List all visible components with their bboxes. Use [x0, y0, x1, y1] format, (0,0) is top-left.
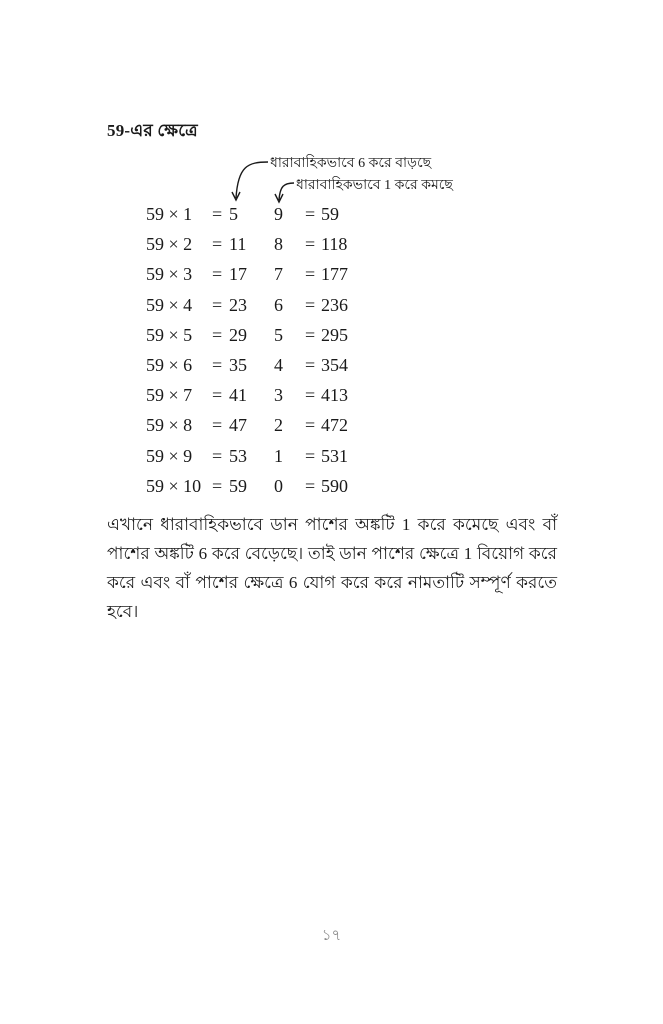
left-part: 5 [229, 204, 238, 224]
expression: 59 × 3 [146, 264, 193, 285]
left-part: 11 [229, 234, 247, 255]
page-number: ১৭ [321, 928, 342, 944]
annotation-right-digit: ধারাবাহিকভাবে 1 করে কমছে [296, 178, 453, 193]
section-heading: 59-এর ক্ষেত্রে [107, 121, 198, 140]
left-part: 41 [229, 385, 247, 406]
left-part: 23 [229, 294, 247, 315]
right-digit: 1 [274, 445, 283, 466]
equals-sign: = [212, 264, 223, 285]
result: 236 [321, 294, 348, 315]
expression: 59 × 2 [146, 234, 193, 255]
left-part: 29 [229, 324, 247, 345]
equals-sign: = [305, 294, 316, 315]
equals-sign: = [305, 204, 316, 224]
expression: 59 × 5 [146, 324, 193, 345]
right-digit: 0 [274, 475, 283, 496]
result: 413 [321, 385, 348, 406]
right-digit: 3 [274, 385, 283, 406]
curved-arrow-icon [275, 183, 294, 202]
result: 531 [321, 445, 348, 466]
expression: 59 × 1 [146, 204, 193, 224]
right-digit: 2 [274, 415, 283, 436]
right-digit: 4 [274, 354, 283, 375]
equals-sign: = [305, 234, 316, 255]
equals-sign: = [305, 445, 316, 466]
expression: 59 × 8 [146, 415, 193, 436]
equals-sign: = [212, 475, 223, 496]
left-part: 17 [229, 264, 247, 285]
left-part: 47 [229, 415, 247, 436]
left-part: 59 [229, 475, 247, 496]
expression: 59 × 6 [146, 354, 193, 375]
result: 295 [321, 324, 348, 345]
equals-sign: = [305, 385, 316, 406]
right-digit: 8 [274, 234, 283, 255]
equals-sign: = [305, 475, 316, 496]
expression: 59 × 4 [146, 294, 193, 315]
equals-sign: = [305, 264, 316, 285]
result: 590 [321, 475, 348, 496]
equals-sign: = [305, 354, 316, 375]
right-digit: 6 [274, 294, 283, 315]
equals-sign: = [212, 354, 223, 375]
right-digit: 7 [274, 264, 283, 285]
equals-sign: = [212, 445, 223, 466]
equals-sign: = [212, 234, 223, 255]
right-digit: 5 [274, 324, 283, 345]
result: 354 [321, 354, 348, 375]
left-part: 53 [229, 445, 247, 466]
expression: 59 × 9 [146, 445, 193, 466]
result: 472 [321, 415, 348, 436]
equals-sign: = [212, 324, 223, 345]
result: 118 [321, 234, 348, 255]
equals-sign: = [212, 294, 223, 315]
equals-sign: = [305, 324, 316, 345]
annotation-left-digit: ধারাবাহিকভাবে 6 করে বাড়ছে [270, 156, 432, 171]
equals-sign: = [305, 415, 316, 436]
curved-arrow-icon [232, 162, 268, 200]
equals-sign: = [212, 385, 223, 406]
expression: 59 × 10 [146, 475, 202, 496]
right-digit: 9 [274, 204, 283, 224]
result: 177 [321, 264, 348, 285]
equals-sign: = [212, 415, 223, 436]
result: 59 [321, 204, 339, 224]
equals-sign: = [212, 204, 223, 224]
explanation-paragraph: এখানে ধারাবাহিকভাবে ডান পাশের অঙ্কটি 1 করে কমেছে এবং বাঁ পাশের অঙ্কটি 6 করে বেড়েছে। তাই ডান পাশের ক্ষেত্রে 1 বিয়োগ করে করে এবং বাঁ পাশের ক্ষেত্রে 6 যোগ করে করে নামতাটি সম্পূর্ণ করতে হবে। [107, 515, 557, 621]
left-part: 35 [229, 354, 247, 375]
expression: 59 × 7 [146, 385, 193, 406]
